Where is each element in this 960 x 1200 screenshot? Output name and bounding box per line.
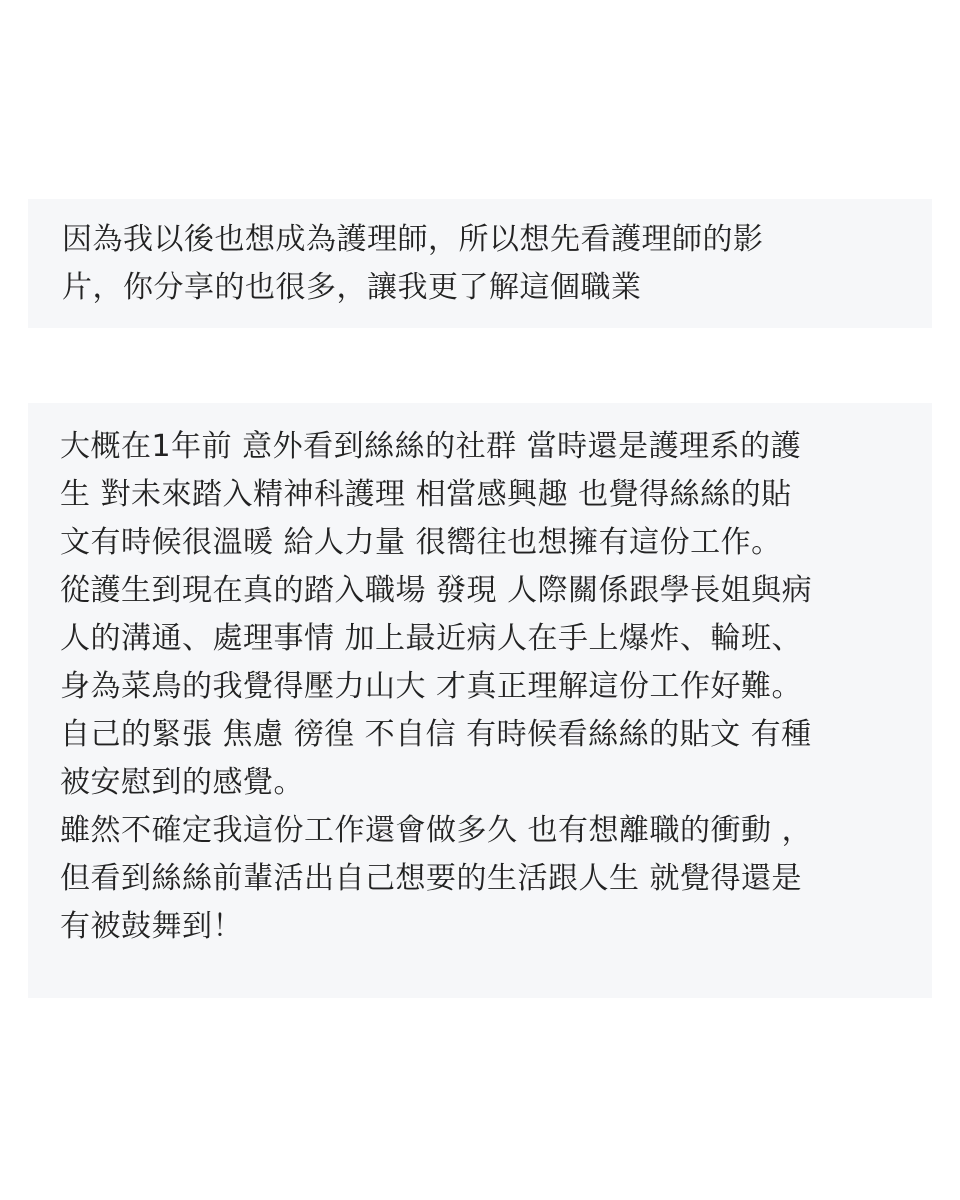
comment-text-line: 被安慰到的感覺。 (60, 765, 304, 800)
comment-text-line: 從護生到現在真的踏入職場 發現 人際關係跟學長姐與病 (60, 573, 813, 608)
comment-text-line: 生 對未來踏入精神科護理 相當感興趣 也覺得絲絲的貼 (60, 477, 792, 512)
comment-text-line: 大概在1年前 意外看到絲絲的社群 當時還是護理系的護 (60, 429, 802, 464)
comment-text-line: 文有時候很溫暖 給人力量 很嚮往也想擁有這份工作。 (60, 525, 782, 560)
comment-text-line: 但看到絲絲前輩活出自己想要的生活跟人生 就覺得還是 (60, 861, 803, 896)
comment-card-2 (28, 403, 932, 998)
comment-text-line: 雖然不確定我這份工作還會做多久 也有想離職的衝動 ， (60, 813, 813, 848)
comment-text-line: 人的溝通、處理事情 加上最近病人在手上爆炸、輪班、 (60, 621, 803, 656)
comment-text-line: 因為我以後也想成為護理師，所以想先看護理師的影 (62, 222, 764, 257)
comment-text-line: 有被鼓舞到！ (60, 909, 243, 944)
comment-text-line: 自己的緊張 焦慮 徬徨 不自信 有時候看絲絲的貼文 有種 (60, 717, 812, 752)
comment-text-line: 身為菜鳥的我覺得壓力山大 才真正理解這份工作好難。 (60, 669, 803, 704)
comment-text-line: 片，你分享的也很多，讓我更了解這個職業 (62, 270, 642, 305)
comment-card-1 (28, 199, 932, 328)
